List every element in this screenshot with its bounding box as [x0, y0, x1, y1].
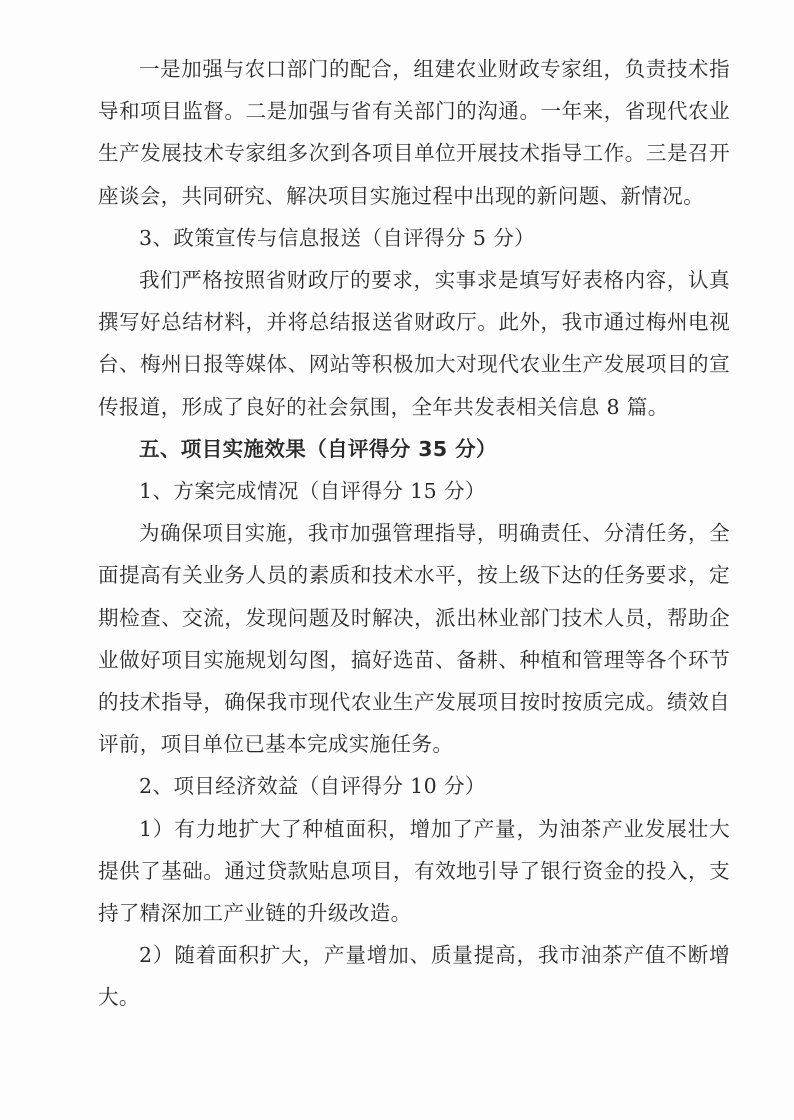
- heading-economic-benefit: 2、项目经济效益（自评得分 10 分）: [139, 774, 486, 799]
- paragraph-benefit-2: 2）随着面积扩大，产量增加、质量提高，我市油茶产值不断增大。: [98, 943, 730, 1010]
- paragraph-benefit-1: 1）有力地扩大了种植面积，增加了产量，为油茶产业发展壮大提供了基础。通过贷款贴息项目，有效地引导了银行资金的投入，支持了精深加工产业链的升级改造。: [98, 816, 730, 926]
- heading-policy-publicity: 3、政策宣传与信息报送（自评得分 5 分）: [139, 225, 536, 250]
- paragraph-plan-completion: 为确保项目实施，我市加强管理指导，明确责任、分清任务，全面提高有关业务人员的素质和技术水平，按上级下达的任务要求，定期检查、交流，发现问题及时解决，派出林业部门技术人员，帮助企业做好项目实施规划勾图，搞好选苗、备耕、种植和管理等各个环节的技术指导，确保我市现代农业生产发展项目按时按质完成。绩效自评前，项目单位已基本完成实施任务。: [98, 521, 730, 757]
- paragraph-coordination: 一是加强与农口部门的配合，组建农业财政专家组，负责技术指导和项目监督。二是加强与省有关部门的沟通。一年来，省现代农业生产发展技术专家组多次到各项目单位开展技术指导工作。三是召开座谈会，共同研究、解决项目实施过程中出现的新问题、新情况。: [98, 57, 730, 208]
- document-body: [98, 48, 730, 1019]
- paragraph-policy-publicity: 我们严格按照省财政厅的要求，实事求是填写好表格内容，认真撰写好总结材料，并将总结报送省财政厅。此外，我市通过梅州电视台、梅州日报等媒体、网站等积极加大对现代农业生产发展项目的宣传报道，形成了良好的社会氛围，全年共发表相关信息 8 篇。: [98, 268, 730, 419]
- heading-plan-completion: 1、方案完成情况（自评得分 15 分）: [139, 479, 486, 504]
- heading-section-five: 五、项目实施效果（自评得分 35 分）: [139, 436, 497, 461]
